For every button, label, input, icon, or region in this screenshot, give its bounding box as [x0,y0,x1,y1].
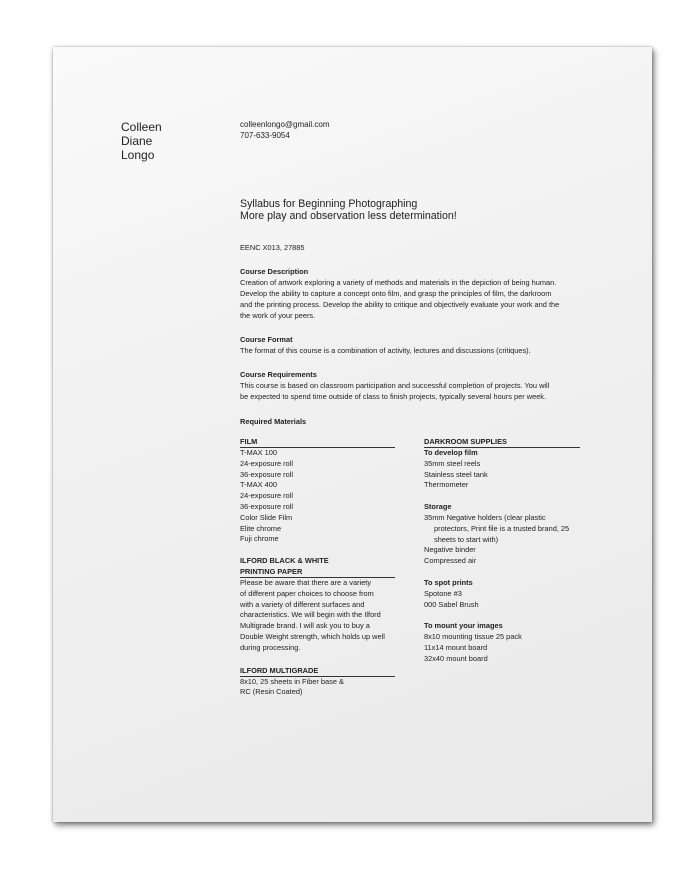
list-item: Compressed air [424,556,477,566]
list-item: 11x14 mount board [424,642,488,652]
list-item: Negative binder [424,545,476,555]
mount-section [424,621,580,664]
contact-phone: 707-633-9054 [240,131,290,140]
author-middle: Diane [121,134,153,148]
paper-line: during processing. [240,642,301,652]
multigrade-section [240,666,395,699]
syllabus-body [240,198,580,427]
multigrade-heading: ILFORD MULTIGRADE [240,666,395,677]
list-item: 36-exposure roll [240,469,293,479]
darkroom-heading: DARKROOM SUPPLIES [424,437,580,448]
paper-line: Double Weight strength, which holds up well [240,631,385,641]
storage-heading: Storage [424,502,452,512]
storage-line-3: sheets to start with) [434,534,499,544]
document-page [53,47,652,822]
description-line: Creation of artwork exploring a variety of methods and materials in the depiction of being human. [240,278,557,287]
paper-line: of different paper choices to choose from [240,588,374,598]
description-line: the work of your peers. [240,311,316,320]
mount-heading: To mount your images [424,621,503,631]
course-description-heading: Course Description [240,267,309,276]
description-line: Develop the ability to capture a concept onto film, and grasp the principles of film, the darkroom [240,289,552,298]
paper-line: Multigrade brand. I will ask you to buy a [240,621,370,631]
course-format-heading: Course Format [240,335,293,344]
list-item: 32x40 mount board [424,653,488,663]
requirements-line: This course is based on classroom participation and successful completion of projects. You will [240,381,550,390]
list-item: T-MAX 100 [240,448,277,457]
title-line-2: More play and observation less determination! [240,210,457,222]
course-description-section [240,266,580,321]
film-heading: FILM [240,437,395,448]
develop-heading: To develop film [424,448,478,457]
contact-info [240,119,330,141]
list-item: 8x10 mounting tissue 25 pack [424,632,522,642]
list-item: 24-exposure roll [240,458,293,468]
paper-line: Please be aware that there are a variety [240,577,372,587]
storage-section [424,502,580,567]
list-item: Elite chrome [240,523,282,533]
course-requirements-section [240,369,580,402]
required-materials-heading: Required Materials [240,417,307,426]
list-item: Color Slide Film [240,512,293,522]
list-item: Thermometer [424,480,469,490]
list-item: Fuji chrome [240,534,279,544]
course-requirements-heading: Course Requirements [240,370,317,379]
spot-section [424,578,580,610]
list-item: Stainless steel tank [424,469,488,479]
list-item: 000 Sabel Brush [424,599,479,609]
syllabus-title [240,198,580,222]
spot-heading: To spot prints [424,577,473,587]
requirements-line: be expected to spend time outside of class to finish projects, typically several hours per week. [240,392,547,401]
paper-line: with a variety of different surfaces and [240,599,365,609]
list-item: T-MAX 400 [240,480,277,490]
multigrade-line: 8x10, 25 sheets in Fiber base & [240,676,344,686]
list-item: 24-exposure roll [240,491,293,501]
course-format-section [240,334,580,356]
multigrade-line: RC (Resin Coated) [240,687,303,697]
author-last: Longo [121,148,155,162]
list-item: Spotone #3 [424,588,462,598]
author-name [121,120,162,162]
contact-email: colleenlongo@gmail.com [240,120,330,129]
paper-line: characteristics. We will begin with the Ilford [240,610,381,620]
title-line-1: Syllabus for Beginning Photographing [240,198,418,210]
storage-line-2: protectors, Print file is a trusted brand, 25 [434,523,570,533]
paper-heading-line-1: ILFORD BLACK & WHITE [240,556,329,566]
paper-heading-line-2: PRINTING PAPER [240,567,395,578]
description-line: and the printing process. Develop the ability to critique and objectively evaluate your work and the [240,300,560,309]
materials-left-column [240,437,395,698]
course-code: EENC X013, 27885 [240,243,305,252]
storage-line-1: 35mm Negative holders (clear plastic [424,512,546,522]
paper-section [240,556,395,653]
author-first: Colleen [121,120,162,134]
list-item: 35mm steel reels [424,458,481,468]
list-item: 36-exposure roll [240,501,293,511]
format-text: The format of this course is a combination of activity, lectures and discussions (critiques). [240,346,531,355]
materials-right-column [424,437,580,665]
